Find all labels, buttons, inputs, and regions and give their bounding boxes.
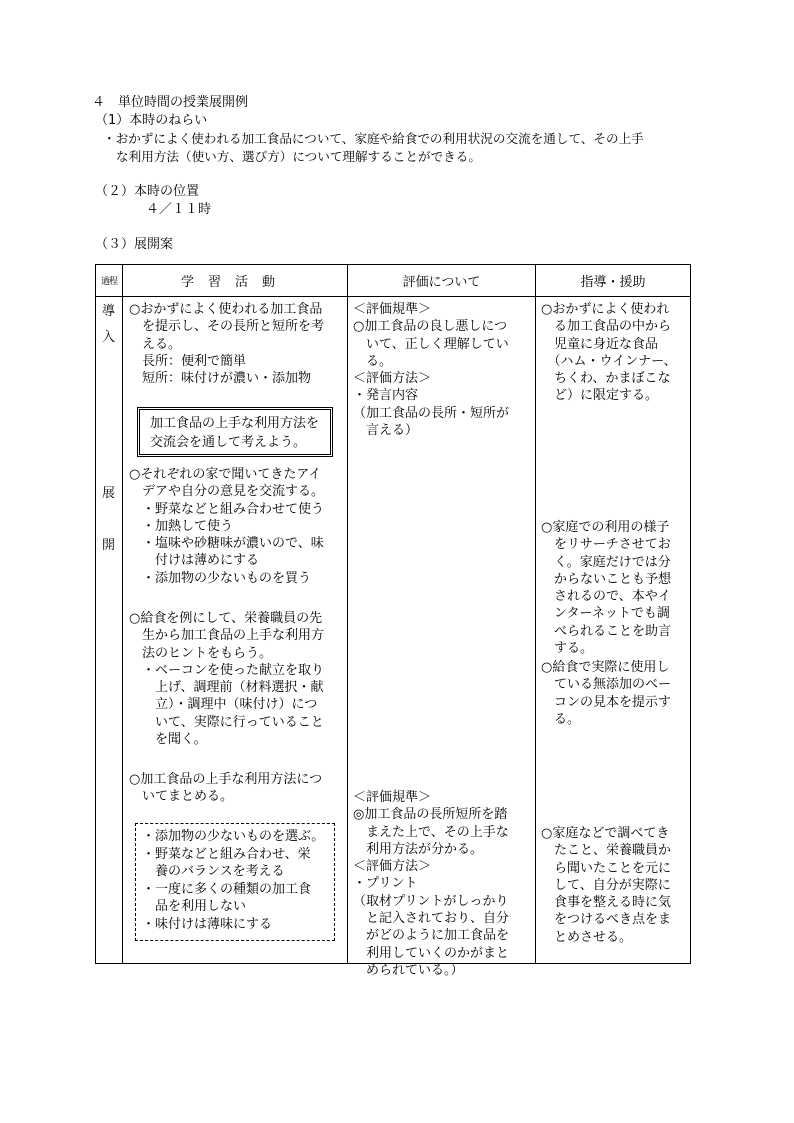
lesson-plan-table xyxy=(95,264,691,978)
section-heading: ４ 単位時間の授業展開例 xyxy=(92,95,249,110)
text-line: ○給食を例にして、栄養職員の先 xyxy=(129,611,323,626)
text-line: いてまとめる。 xyxy=(129,789,234,805)
text-line: べられることを助言 xyxy=(541,623,672,639)
text-line: る加工食品の中から xyxy=(541,319,672,335)
activity-block-1 xyxy=(129,301,324,387)
text-line: されるので、本やイ xyxy=(541,589,671,605)
text-line: ＜評価方法＞ xyxy=(353,371,432,387)
text-line: ・加熱して使う xyxy=(129,518,234,534)
text-line: ○家庭などで調べてき xyxy=(541,826,670,841)
activity-cell xyxy=(123,297,348,964)
activity-block-3 xyxy=(129,610,324,748)
text-line: 短所：味付けが濃い・添加物 xyxy=(129,371,312,387)
text-line: からないことも予想 xyxy=(541,571,672,587)
text-line: （取材プリントがしっかり xyxy=(353,893,509,909)
text-line: 交流会を通して考えよう。 xyxy=(150,435,307,450)
text-line: ンターネットでも調 xyxy=(541,606,670,622)
text-line: ・一度に多くの種類の加工食 xyxy=(142,881,312,897)
text-line: ＜評価方法＞ xyxy=(353,859,432,875)
text-line: 長所：便利で簡単 xyxy=(129,353,247,369)
column-header-evaluation: 評価について xyxy=(348,265,536,297)
text-line: ○おかずによく使われる加工食品 xyxy=(129,302,323,317)
text-line: 児童に身近な食品 xyxy=(541,336,659,352)
guidance-block-1 xyxy=(541,301,677,405)
text-line: コンの見本を提示す xyxy=(541,694,672,710)
column-header-guidance: 指導・援助 xyxy=(536,265,691,297)
aim-line: な利用方法（使い方、選び方）について理解することができる。 xyxy=(116,149,481,164)
position-value: ４／１１時 xyxy=(146,202,212,217)
text-line: をつけるべき点をま xyxy=(541,912,672,928)
text-line: ・塩味や砂糖味が濃いので、味 xyxy=(129,536,324,552)
text-line: る。 xyxy=(353,353,393,369)
text-line: まえた上で、その上手な xyxy=(353,824,509,840)
stage-label: 導 xyxy=(102,304,116,319)
guidance-block-3 xyxy=(541,659,671,728)
activity-block-2 xyxy=(129,466,324,587)
evaluation-cell xyxy=(348,297,536,978)
table-body-row xyxy=(96,297,691,964)
guidance-block-4 xyxy=(541,825,671,946)
text-line: 法のヒントをもらう。 xyxy=(129,645,273,661)
stage-label: 展 xyxy=(102,486,116,501)
text-line: ている無添加のベー xyxy=(541,677,672,693)
text-line: 付けは薄めにする xyxy=(129,553,260,569)
text-line: 言える） xyxy=(353,423,419,439)
text-line: 品を利用しない xyxy=(142,899,247,914)
text-line: ・添加物の少ないものを選ぶ。 xyxy=(142,829,325,844)
text-line: とめさせる。 xyxy=(541,929,633,945)
text-line: ・野菜などと組み合わせて使う xyxy=(129,501,325,517)
text-line: と記入されており、自分 xyxy=(353,911,510,927)
position-heading: （２）本時の位置 xyxy=(95,184,200,199)
text-line: する。 xyxy=(541,641,594,657)
text-line: して、自分が実際に xyxy=(541,877,671,893)
text-line: ○加工食品の良し悪しにつ xyxy=(353,319,508,335)
text-line: 利用していくのかがまと xyxy=(353,945,510,961)
text-line: ＜評価規準＞ xyxy=(353,790,432,805)
text-line: ○加工食品の上手な利用方法につ xyxy=(129,772,323,787)
text-line: ◎加工食品の長所短所を踏 xyxy=(353,807,508,823)
text-line: ど）に限定する。 xyxy=(541,388,659,404)
text-line: められている。） xyxy=(353,962,464,978)
evaluation-block-1 xyxy=(353,301,509,439)
table-header-row xyxy=(96,265,691,297)
text-line: 生から加工食品の上手な利用方 xyxy=(129,628,325,644)
text-line: ・ベーコンを使った献立を取り xyxy=(129,662,325,678)
text-line: をリサーチさせてお xyxy=(541,537,671,553)
stage-label: 開 xyxy=(102,538,116,553)
text-line: ・プリント xyxy=(353,876,418,892)
text-line: ・味付けは薄味にする xyxy=(142,916,273,932)
column-header-activity: 学習活動 xyxy=(123,265,348,297)
text-line: ・野菜などと組み合わせ、栄 xyxy=(142,846,311,862)
aim-line: ・おかずによく使われる加工食品について、家庭や給食での利用状況の交流を通して、その上手 xyxy=(103,131,644,146)
text-line: いて、正しく理解してい xyxy=(353,336,509,352)
plan-heading: （３）展開案 xyxy=(95,237,174,252)
activity-block-4 xyxy=(129,771,322,806)
text-line: 立）・調理中（味付け）につ xyxy=(129,697,318,713)
guidance-cell xyxy=(536,297,691,964)
text-line: く。家庭だけでは分 xyxy=(541,554,671,570)
text-line: を提示し、その長所と短所を考 xyxy=(129,319,325,335)
aim-heading: （1）本時のねらい xyxy=(95,113,208,128)
lesson-theme-box xyxy=(137,407,333,457)
text-line: ちくわ、かまぼこな xyxy=(541,371,671,387)
text-line: る。 xyxy=(541,711,581,727)
text-line: ・発言内容 xyxy=(353,388,419,404)
stage-cell xyxy=(96,297,123,964)
text-line: （加工食品の長所・短所が xyxy=(353,405,510,421)
text-line: （ハム・ウインナー、 xyxy=(541,353,677,369)
text-line: える。 xyxy=(129,336,182,352)
text-line: いて、実際に行っていること xyxy=(129,714,324,730)
text-line: ら聞いたことを元に xyxy=(541,860,672,876)
text-line: デアや自分の意見を交流する。 xyxy=(129,484,325,500)
column-header-stage: 過程 xyxy=(96,265,123,297)
text-line: ○家庭での利用の様子 xyxy=(541,520,670,535)
text-line: 加工食品の上手な利用方法を xyxy=(150,416,320,431)
text-line: ○おかずによく使われ xyxy=(541,302,670,317)
text-line: がどのように加工食品を xyxy=(353,928,510,944)
text-line: 養のバランスを考える xyxy=(142,864,285,879)
text-line: を聞く。 xyxy=(129,732,207,748)
text-line: 食事を整える時に気 xyxy=(541,895,672,911)
evaluation-block-2 xyxy=(353,789,509,979)
text-line: ・添加物の少ないものを買う xyxy=(129,570,312,586)
summary-dashed-box xyxy=(135,823,335,941)
stage-label: 入 xyxy=(102,330,116,345)
text-line: 上げ、調理前（材料選択・献 xyxy=(129,680,324,696)
text-line: ○それぞれの家で聞いてきたアイ xyxy=(129,467,322,482)
guidance-block-2 xyxy=(541,519,671,657)
text-line: ○給食で実際に使用し xyxy=(541,660,670,675)
text-line: ＜評価規準＞ xyxy=(353,302,432,317)
text-line: 利用方法が分かる。 xyxy=(353,841,484,857)
text-line: たこと、栄養職員か xyxy=(541,843,672,859)
